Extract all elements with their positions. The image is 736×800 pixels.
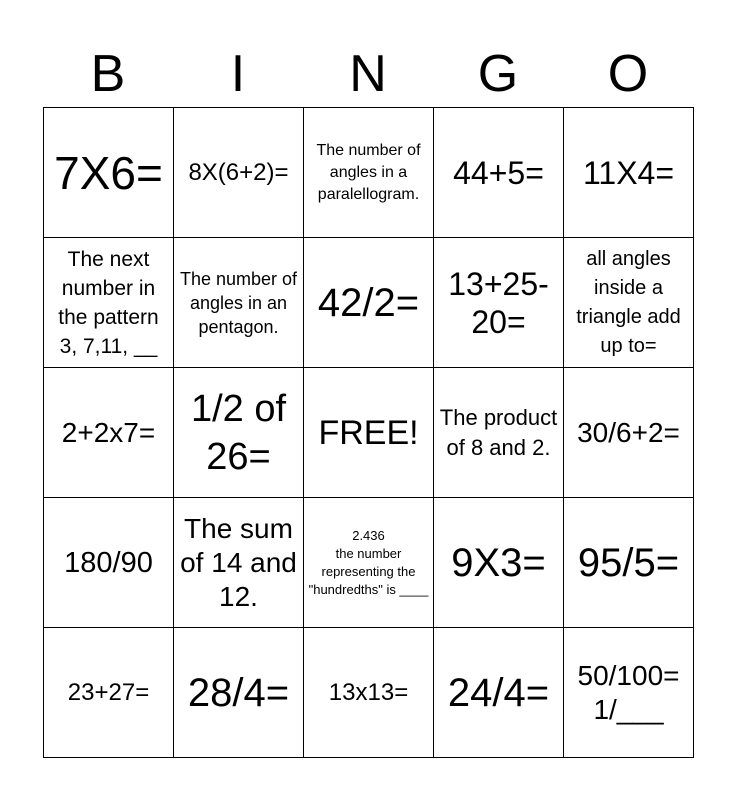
cell-text: The product of 8 and 2. — [439, 404, 558, 460]
bingo-cell — [174, 498, 304, 628]
bingo-cell — [304, 238, 434, 368]
bingo-cell — [434, 238, 564, 368]
cell-text: 44+5= — [453, 154, 544, 191]
bingo-cell — [174, 368, 304, 498]
bingo-cell — [174, 628, 304, 758]
cell-text: 50/100= 1/___ — [577, 659, 680, 725]
bingo-cell — [174, 238, 304, 368]
board-row-5 — [44, 628, 694, 758]
board-row-3 — [44, 368, 694, 498]
bingo-cell — [304, 498, 434, 628]
bingo-cell — [44, 238, 174, 368]
bingo-header — [43, 40, 693, 108]
cell-text: 1/2 of 26= — [190, 387, 287, 478]
cell-text: 95/5= — [577, 540, 680, 585]
cell-text: 30/6+2= — [577, 416, 680, 448]
cell-text: 28/4= — [187, 670, 290, 715]
bingo-cell — [44, 498, 174, 628]
bingo-cell — [304, 628, 434, 758]
cell-text: 2+2x7= — [61, 416, 156, 448]
bingo-cell — [434, 108, 564, 238]
cell-text: all angles inside a triangle add up to= — [576, 247, 681, 357]
header-letter-o: O — [607, 45, 649, 103]
board-row-2 — [44, 238, 694, 368]
bingo-cell — [564, 498, 694, 628]
cell-text: 11X4= — [582, 154, 675, 191]
bingo-cell — [44, 368, 174, 498]
cell-text: The sum of 14 and 12. — [180, 512, 297, 612]
bingo-cell — [564, 108, 694, 238]
header-letter-n: N — [349, 45, 387, 103]
cell-text: 7X6= — [54, 146, 163, 199]
header-letter-g: G — [477, 45, 519, 103]
board-row-4 — [44, 498, 694, 628]
cell-text: 13x13= — [328, 679, 409, 706]
cell-text: The next number in the pattern 3, 7,11, __ — [58, 247, 159, 358]
cell-text: FREE! — [318, 413, 419, 452]
bingo-cell — [304, 368, 434, 498]
bingo-cell — [304, 108, 434, 238]
bingo-cell — [434, 498, 564, 628]
bingo-cell — [44, 108, 174, 238]
bingo-cell — [434, 628, 564, 758]
cell-text: The number of angles in a paralellogram. — [316, 141, 421, 203]
bingo-board — [43, 107, 694, 758]
header-letter-i: I — [230, 45, 246, 103]
cell-text: 24/4= — [447, 670, 550, 715]
header-letter-b: B — [90, 45, 126, 103]
cell-text: 9X3= — [451, 540, 546, 585]
cell-text: 2.436 the number representing the "hundredths" is ____ — [308, 527, 429, 597]
cell-text: The number of angles in an pentagon. — [179, 268, 298, 337]
bingo-cell — [564, 628, 694, 758]
board-row-1 — [44, 108, 694, 238]
cell-text: 13+25-20= — [448, 265, 549, 340]
bingo-cell — [564, 368, 694, 498]
cell-text: 23+27= — [67, 679, 150, 706]
cell-text: 8X(6+2)= — [188, 159, 289, 186]
bingo-cell — [44, 628, 174, 758]
bingo-cell — [174, 108, 304, 238]
bingo-cell — [434, 368, 564, 498]
cell-text: 42/2= — [317, 280, 420, 325]
bingo-cell — [564, 238, 694, 368]
cell-text: 180/90 — [64, 546, 153, 579]
